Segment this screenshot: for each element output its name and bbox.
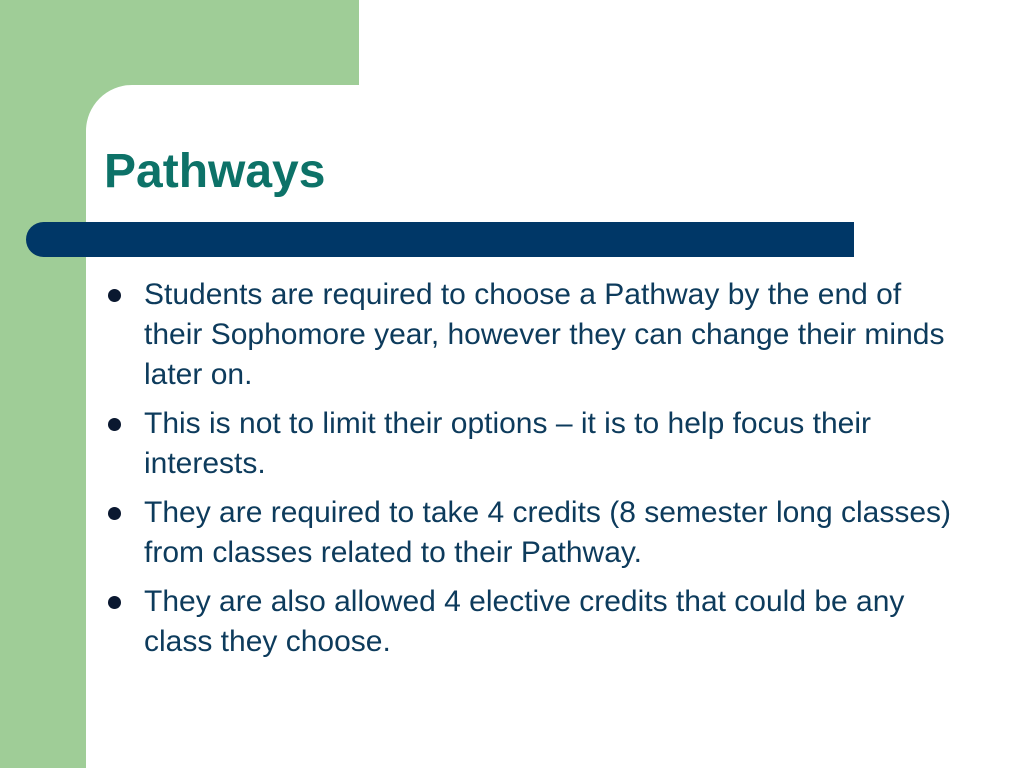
- bullet-dot-icon: [108, 289, 121, 302]
- bullet-dot-icon: [108, 418, 121, 431]
- bullet-list: [104, 275, 964, 671]
- bullet-dot-icon: [108, 596, 121, 609]
- title-underline-bar: [26, 222, 854, 257]
- bullet-text: They are required to take 4 credits (8 semester long classes) from classes related to their Pathway.: [144, 496, 952, 569]
- bullet-item: [104, 275, 964, 395]
- bullet-item: [104, 404, 964, 484]
- bullet-dot-icon: [108, 507, 121, 520]
- bullet-text: This is not to limit their options – it is to help focus their interests.: [144, 407, 871, 480]
- bullet-item: [104, 493, 964, 573]
- bullet-item: [104, 582, 964, 662]
- slide-title: Pathways: [104, 145, 326, 198]
- bullet-text: Students are required to choose a Pathway by the end of their Sophomore year, however they can change their minds later on.: [144, 278, 945, 391]
- bullet-text: They are also allowed 4 elective credits that could be any class they choose.: [144, 585, 905, 658]
